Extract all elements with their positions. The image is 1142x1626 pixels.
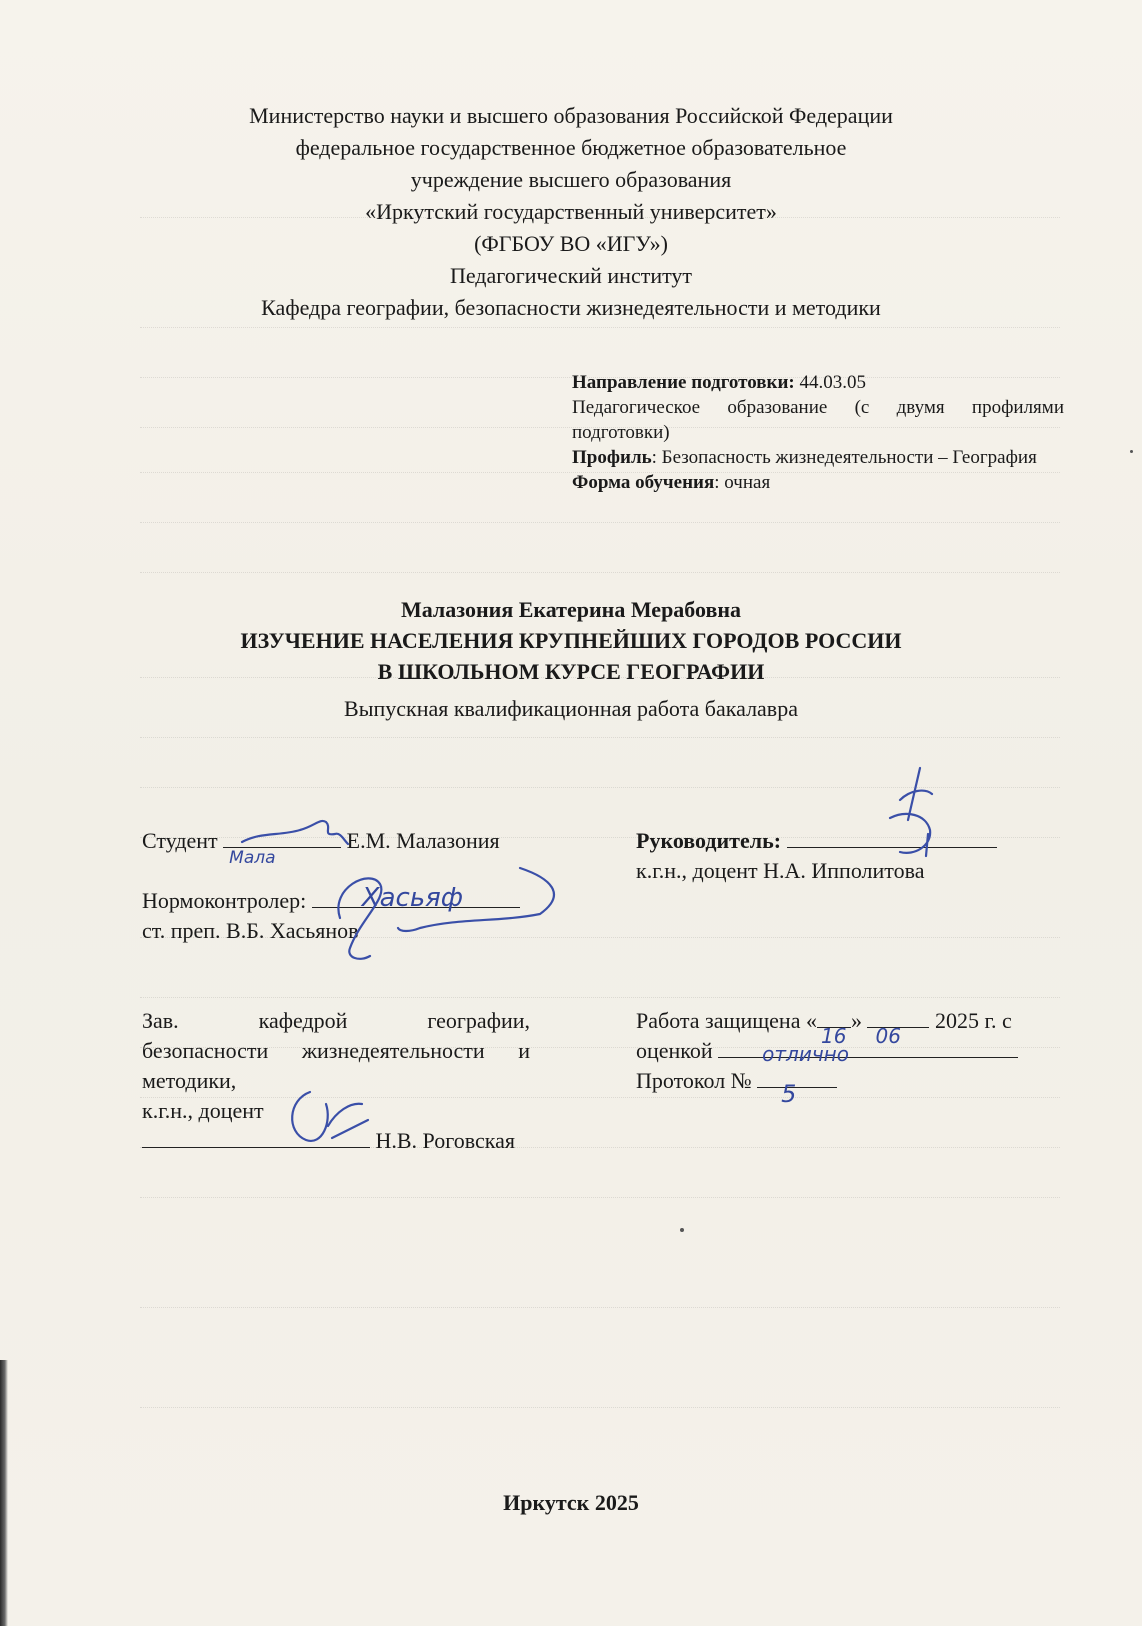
direction-label: Направление подготовки:	[572, 372, 795, 393]
defense-year-suffix: 2025 г. с	[934, 1008, 1012, 1033]
thesis-title-line-1: ИЗУЧЕНИЕ НАСЕЛЕНИЯ КРУПНЕЙШИХ ГОРОДОВ РОССИИ	[240, 628, 902, 653]
title-block	[0, 594, 1142, 724]
profile-value: : Безопасность жизнедеятельности – География	[651, 447, 1037, 468]
profile-line	[572, 445, 1064, 470]
student-signature: Мала	[229, 848, 276, 868]
head-degree: к.г.н., доцент	[142, 1098, 264, 1123]
program-info	[572, 370, 1064, 495]
defense-day: 16	[820, 1024, 847, 1048]
direction-code: 44.03.05	[799, 372, 866, 393]
student-label: Студент	[142, 828, 218, 853]
institution-header	[0, 100, 1142, 324]
head-label-line-3: методики,	[142, 1068, 237, 1093]
supervisor-signature	[870, 760, 950, 860]
defense-month-line	[867, 1024, 929, 1048]
protocol-number: 5	[781, 1080, 797, 1108]
department-name: Кафедра географии, безопасности жизнедеятельности и методики	[261, 295, 881, 320]
grade-line-rule	[718, 1042, 1018, 1066]
university-abbreviation: (ФГБОУ ВО «ИГУ»)	[474, 231, 668, 256]
supervisor-details: к.г.н., доцент Н.А. Ипполитова	[636, 858, 925, 883]
institution-line-1: федеральное государственное бюджетное образовательное	[295, 135, 847, 160]
grade-label: оценкой	[636, 1038, 713, 1063]
profile-label: Профиль	[572, 447, 652, 468]
author-full-name: Малазония Екатерина Мерабовна	[400, 597, 742, 622]
scan-edge-shadow	[0, 1360, 8, 1626]
student-name: Е.М. Малазония	[346, 828, 500, 853]
grade-value: отлично	[762, 1042, 849, 1066]
scan-speck	[680, 1228, 684, 1232]
grade-line	[636, 1036, 1032, 1066]
ministry-name: Министерство науки и высшего образования Российской Федерации	[249, 103, 893, 128]
head-label-line-2: безопасности жизнедеятельности и	[142, 1038, 530, 1063]
head-signature	[270, 1082, 380, 1152]
direction-name: Педагогическое образование (с двумя профилями подготовки)	[572, 397, 1064, 443]
institution-line-2: учреждение высшего образования	[410, 167, 732, 192]
protocol-number-line	[757, 1080, 837, 1108]
institute-name: Педагогический институт	[449, 263, 693, 288]
normcontroller-signature: Хасьяф	[361, 883, 464, 913]
defense-prefix: Работа защищена «	[636, 1008, 817, 1033]
city-year: Иркутск 2025	[503, 1490, 639, 1515]
head-name: Н.В. Роговская	[375, 1128, 515, 1153]
defense-mid: »	[850, 1008, 862, 1033]
protocol-label: Протокол №	[636, 1068, 752, 1093]
scan-speck	[1130, 450, 1133, 453]
normcontroller-label: Нормоконтролер:	[142, 888, 307, 913]
direction-line	[572, 370, 1064, 395]
defense-info	[636, 1006, 1032, 1108]
normcontroller-signature-flourish	[300, 858, 590, 968]
protocol-line	[636, 1066, 1032, 1108]
normcontroller-details: ст. преп. В.Б. Хасьянов	[142, 918, 359, 943]
defense-month: 06	[875, 1024, 901, 1048]
supervisor-label: Руководитель:	[636, 828, 782, 853]
thesis-title-line-2: В ШКОЛЬНОМ КУРСЕ ГЕОГРАФИИ	[377, 659, 765, 684]
student-signature-flourish	[240, 814, 350, 850]
head-label-line-1: Зав. кафедрой географии,	[142, 1008, 530, 1033]
form-line	[572, 470, 1064, 495]
work-type: Выпускная квалификационная работа бакалавра	[344, 696, 798, 721]
form-label: Форма обучения	[572, 472, 715, 493]
defense-date-line	[636, 1006, 1032, 1048]
defense-day-line	[817, 1024, 851, 1048]
university-name: «Иркутский государственный университет»	[365, 199, 777, 224]
form-value: : очная	[714, 472, 771, 493]
